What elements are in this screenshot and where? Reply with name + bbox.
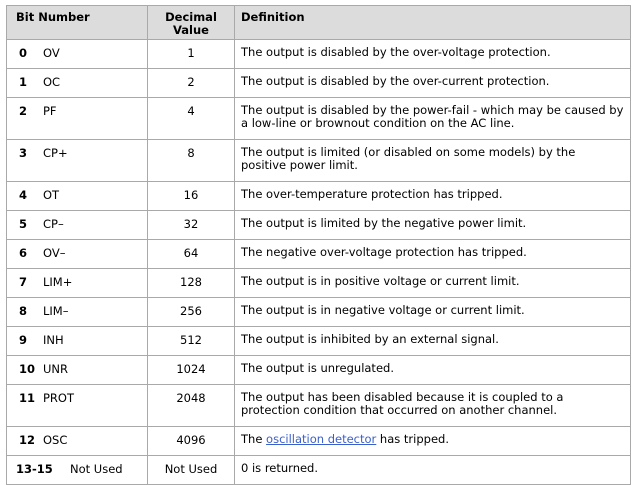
bit-number: 2 (19, 104, 28, 118)
bit-name: PF (43, 104, 57, 118)
definition: The output is inhibited by an external signal. (235, 327, 631, 356)
bit-number: 9 (19, 333, 28, 347)
bit-name: Not Used (70, 462, 123, 476)
table-row (7, 269, 631, 298)
table-row (7, 427, 631, 456)
bit-number: 8 (19, 304, 28, 318)
bit-definition-table (6, 5, 631, 485)
decimal-value: 8 (148, 140, 235, 182)
decimal-value: 4096 (148, 427, 235, 456)
definition: The output is in positive voltage or current limit. (235, 269, 631, 298)
bit-name: LIM– (43, 304, 69, 318)
table-row (7, 327, 631, 356)
bit-cell (7, 182, 148, 211)
decimal-value: 4 (148, 98, 235, 140)
table-row (7, 298, 631, 327)
header-row (7, 6, 631, 40)
bit-cell (7, 356, 148, 385)
decimal-value: 512 (148, 327, 235, 356)
table-row (7, 140, 631, 182)
table-row (7, 182, 631, 211)
bit-cell (7, 385, 148, 427)
bit-cell (7, 427, 148, 456)
decimal-value: 64 (148, 240, 235, 269)
bit-number: 1 (19, 75, 28, 89)
definition-suffix: has tripped. (376, 432, 449, 446)
definition: The output is limited (or disabled on some models) by the positive power limit. (235, 140, 631, 182)
definition: The output is in negative voltage or current limit. (235, 298, 631, 327)
definition: The output has been disabled because it is coupled to a protection condition that occurred on another channel. (235, 385, 631, 427)
definition: The output is disabled by the over-voltage protection. (235, 40, 631, 69)
decimal-value: 2048 (148, 385, 235, 427)
table-row (7, 240, 631, 269)
bit-name: OC (43, 75, 61, 89)
bit-number: 6 (19, 246, 28, 260)
bit-name: LIM+ (43, 275, 73, 289)
bit-number: 3 (19, 146, 28, 160)
bit-cell (7, 140, 148, 182)
bit-cell (7, 269, 148, 298)
header-decimal-value (148, 6, 235, 40)
definition: The output is disabled by the over-current protection. (235, 69, 631, 98)
oscillation-detector-link[interactable]: oscillation detector (266, 432, 377, 446)
definition: The output is unregulated. (235, 356, 631, 385)
bit-name: OT (43, 188, 60, 202)
bit-cell (7, 327, 148, 356)
definition: The over-temperature protection has tripped. (235, 182, 631, 211)
bit-cell (7, 69, 148, 98)
definition: The output is limited by the negative power limit. (235, 211, 631, 240)
bit-number: 10 (19, 362, 36, 376)
definition: 0 is returned. (235, 456, 631, 485)
definition: The negative over-voltage protection has tripped. (235, 240, 631, 269)
bit-cell (7, 240, 148, 269)
bit-number: 12 (19, 433, 36, 447)
bit-cell (7, 211, 148, 240)
bit-name: CP+ (43, 146, 68, 160)
bit-name: OV– (43, 246, 66, 260)
table-row (7, 456, 631, 485)
decimal-value: Not Used (148, 456, 235, 485)
bit-name: CP– (43, 217, 64, 231)
header-decimal-line2: Value (173, 23, 209, 37)
header-definition: Definition (235, 6, 631, 40)
table-row (7, 356, 631, 385)
bit-name: OV (43, 46, 60, 60)
decimal-value: 16 (148, 182, 235, 211)
bit-cell (7, 298, 148, 327)
bit-name: INH (43, 333, 64, 347)
decimal-value: 1024 (148, 356, 235, 385)
bit-cell (7, 98, 148, 140)
decimal-value: 2 (148, 69, 235, 98)
decimal-value: 256 (148, 298, 235, 327)
definition: The output is disabled by the power-fail - which may be caused by a low-line or brownout condition on the AC line. (235, 98, 631, 140)
bit-name: OSC (43, 433, 68, 447)
bit-number: 0 (19, 46, 28, 60)
table-row (7, 385, 631, 427)
bit-cell (7, 40, 148, 69)
bit-number: 4 (19, 188, 28, 202)
definition (235, 427, 631, 456)
bit-number: 7 (19, 275, 28, 289)
table-row (7, 69, 631, 98)
header-decimal-line1: Decimal (165, 10, 217, 24)
bit-cell (7, 456, 148, 485)
decimal-value: 32 (148, 211, 235, 240)
header-bit-number: Bit Number (7, 6, 148, 40)
bit-number: 5 (19, 217, 28, 231)
decimal-value: 1 (148, 40, 235, 69)
table-row (7, 98, 631, 140)
bit-number: 13-15 (16, 462, 53, 476)
bit-name: UNR (43, 362, 69, 376)
table-row (7, 40, 631, 69)
bit-name: PROT (43, 391, 75, 405)
table-row (7, 211, 631, 240)
bit-number: 11 (19, 391, 36, 405)
definition-prefix: The (241, 432, 267, 446)
decimal-value: 128 (148, 269, 235, 298)
